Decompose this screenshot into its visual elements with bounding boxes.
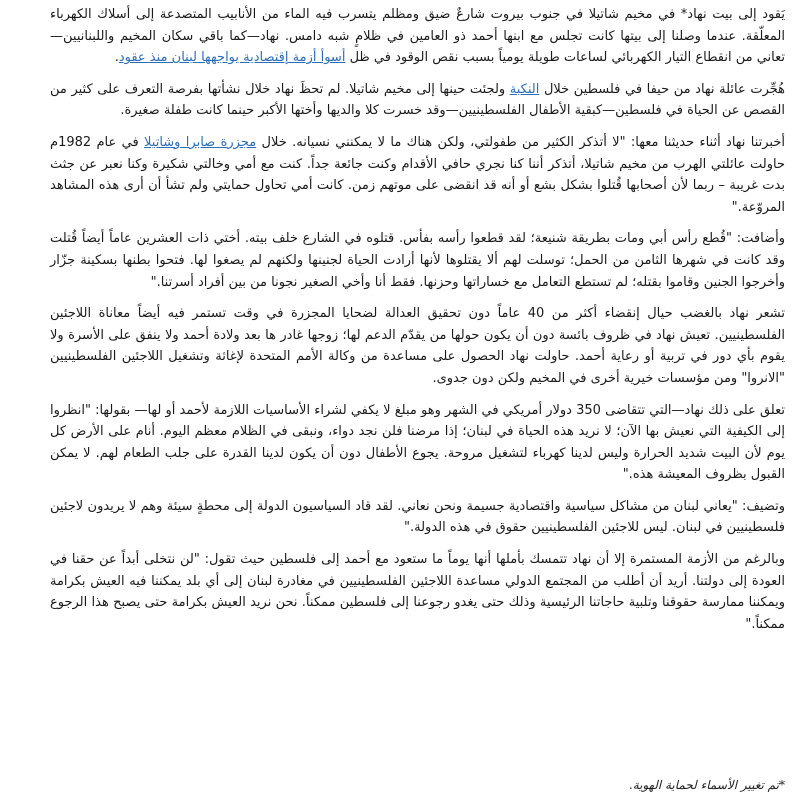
article-body (50, 4, 785, 645)
inline-link[interactable]: مجزرة صابرا وشاتيلا (144, 134, 257, 150)
article-paragraph (50, 132, 785, 218)
article-paragraph (50, 400, 785, 486)
paragraph-text: وأضافت: "قُطع رأس أبي ومات بطريقة شنيعة؛ لقد قطعوا رأسه بفأس. قتلوه في الشارع خلف بيته. أختي ذات العشرين عاماً أيضاً قُتلت وقد كانت في شهرها الثامن من الحمل؛ توسلت لهم ألا يقتلوها لأنها أرادت الحياة لجنينها ولكنهم لم يصغوا لها. فتحوا بطنها بسكينة جزّار وأخرجوا الجنين وقاموا بقتله؛ لم تستطع التعامل مع خساراتها وحزنها. فقط أنا وأخي الصغير نجونا من بين أفراد أسرتنا." (50, 231, 785, 290)
paragraph-text: تشعر نهاد بالغضب حيال إنقضاء أكثر من 40 عاماً دون تحقيق العدالة لضحايا المجزرة في وقت تستمر فيه أيضاً معاناة اللاجئين الفلسطينيين. تعيش نهاد في ظروف بائسة دون أن يكون حولها من يقدّم الدعم لها؛ زوجها غادر ها بعد ولادة أحمد ولا ينفق على الأسرة ولا يقوم بأي دور في تربية أو رعاية أحمد. حاولت نهاد الحصول على مساعدة من وكالة الأمم المتحدة لإغاثة وتشغيل اللاجئين الفلسطينيين "الانروا" ومن مؤسسات خيرية أخرى في المخيم ولكن دون جدوى. (50, 306, 786, 386)
article-paragraph (50, 228, 785, 293)
paragraph-text: تعلق على ذلك نهاد—التي تتقاضى 350 دولار أمريكي في الشهر وهو مبلغ لا يكفي لشراء الأساسيات اللازمة لأحمد أو لها— بقولها: "انظروا إلى الكيفية التي نعيش بها الآن؛ لا نريد هذه الحياة في لبنان؛ إذا مرضنا فلن نجد دواء، ونبقى في الظلام معظم اليوم. أنام على الأرض كل يوم لأن البيت شديد الحرارة وليس لدينا كهرباء لتشغيل مروحة. يجوع الأطفال دون أن يكون لدينا القدرة على جلب الطعام لهم. لا يمكن القبول بظروف المعيشة هذه." (50, 402, 785, 483)
footnote: *تم تغيير الأسماء لحماية الهوية. (628, 778, 785, 792)
paragraph-text: وبالرغم من الأزمة المستمرة إلا أن نهاد تتمسك بأملها أنها يوماً ما ستعود مع أحمد إلى فلسطين حيث تقول: "لن نتخلى أبداً عن حقنا في العودة إلى دولتنا. أريد أن أطلب من المجتمع الدولي مساعدة اللاجئين الفلسطينيين في مغادرة لبنان إلى أي بلد يمكننا فيه العيش بكرامة ويمكننا ممارسة حقوقنا وتلبية حاجاتنا الرئيسية وذلك حتى يغدو رجوعنا إلى فلسطين ممكناً. نحن نريد العيش بكرامة حتى يصبح هذا الرجوع ممكناً." (50, 552, 785, 632)
paragraph-text: هُجِّرت عائلة نهاد من حيفا في فلسطين خلال (539, 81, 785, 97)
article-paragraph (50, 79, 785, 122)
paragraph-text: وتضيف: "يعاني لبنان من مشاكل سياسية واقتصادية جسيمة ونحن نعاني. لقد قاد السياسيون الدولة إلى محطةٍ سيئة وهم لا يريدون لاجئين فلسطينيين في لبنان. ليس للاجئين الفلسطينيين حقوق في هذه الدولة." (50, 498, 785, 536)
paragraph-text: يَقود إلى بيت نهاد* في مخيم شاتيلا في جنوب بيروت شارعٌ ضيق ومظلم يتسرب فيه الماء من الأنابيب المتصدعة إلى أسلاك الكهرباء المعلّقة. عندما وصلنا إلى بيتها كانت تجلس مع ابنها أحمد ذو العامين في ظلامٍ شبه دامس. نهاد—كما باقي سكان المخيم واللبنانيين— تعاني من انقطاع التيار الكهربائي لساعات طويلة يومياً بسبب نقص الوقود في ظل (50, 7, 785, 66)
article-paragraph (50, 303, 785, 389)
paragraph-text: . (114, 50, 119, 66)
article-paragraph (50, 4, 785, 69)
paragraph-text: ولجئت حينها إلى مخيم شاتيلا. لم تحظَ نهاد خلال نشأتها بفرصة التعرف على كثير من القصص عن الحياة في فلسطين—كبقية الأطفال الفلسطينيين—وقد خسرت كلا والديها وأختها الأكبر حينما كانت طفلة صغيرة. (50, 81, 785, 119)
article-paragraph (50, 496, 785, 539)
paragraph-text: في عام 1982م حاولت عائلتي الهرب من مخيم شاتيلا، أتذكر أننا كنا نجري حافي الأقدام وكنت جائعة جداً. كنت مع أمي وخالتي شكيرة وكنا نعبر عن جثث بدت غريبة – ربما لأن أصحابها قُتلوا بشكل بشع أو أنه قد انقضى على موتهم زمن. كانت أمي تحاول حمايتي ولم تشأ أن أرى هذه المشاهد المروّعة." (50, 134, 785, 215)
inline-link[interactable]: أسوأ أزمة إقتصادية يواجهها لبنان منذ عقود (118, 50, 346, 66)
paragraph-text: أخبرتنا نهاد أثناء حديثنا معها: "لا أتذكر الكثير من طفولتي، ولكن هناك ما لا يمكنني نسيانه. خلال (256, 134, 785, 150)
inline-link[interactable]: النكبة (509, 81, 540, 97)
article-paragraph (50, 549, 785, 635)
